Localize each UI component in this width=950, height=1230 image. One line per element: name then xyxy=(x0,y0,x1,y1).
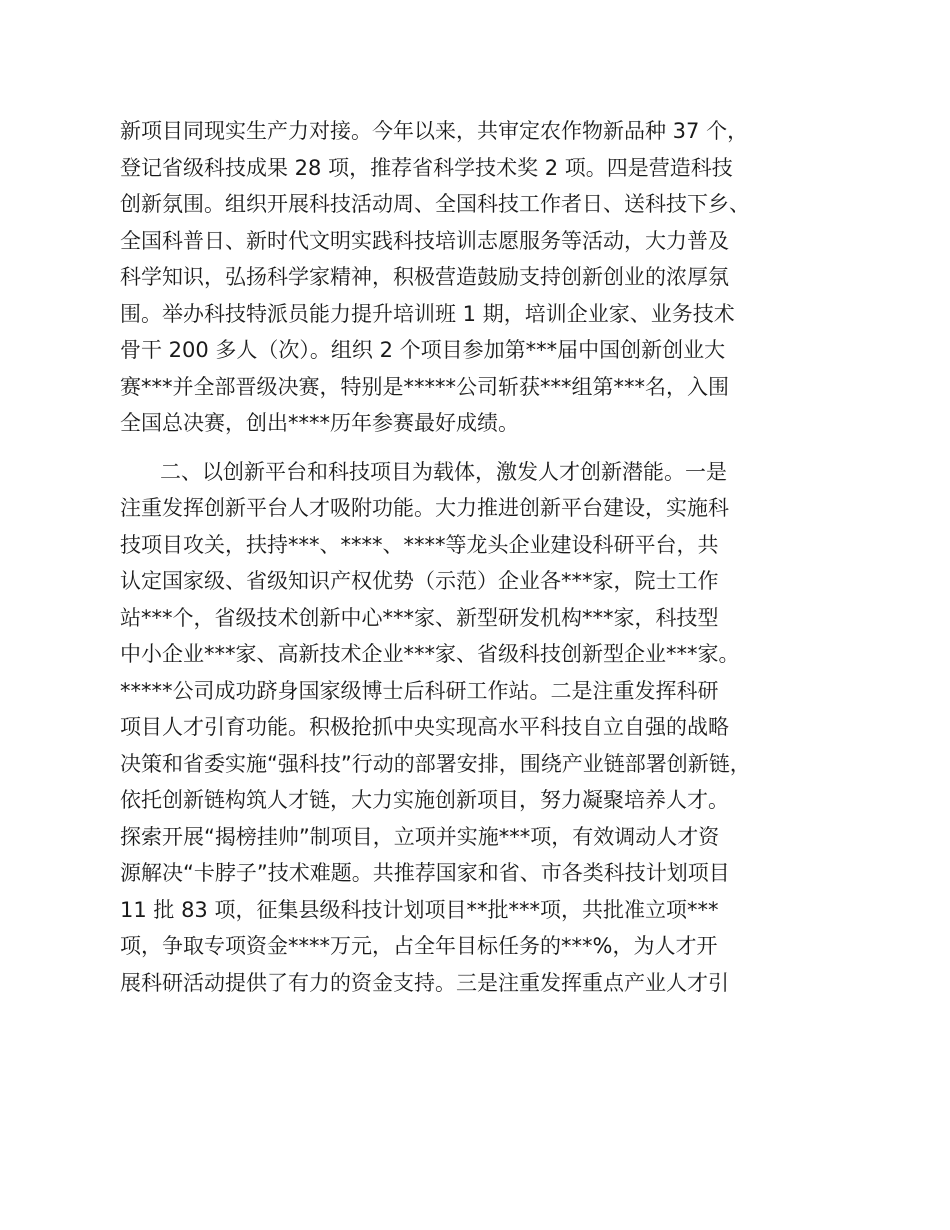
paragraph-line: 探索开展“揭榜挂帅”制项目，立项并实施***项，有效调动人才资 xyxy=(120,824,720,849)
paragraph-line: 项，争取专项资金****万元，占全年目标任务的***%，为人才开 xyxy=(120,934,718,958)
paragraph-line: 赛***并全部晋级决赛，特别是*****公司斩获***组第***名，入围 xyxy=(120,374,729,399)
paragraph-2 xyxy=(120,454,860,1002)
paragraph-line: 依托创新链构筑人才链，大力实施创新项目，努力凝聚培养人才。 xyxy=(120,788,729,812)
document-page xyxy=(120,113,860,1001)
paragraph-line: 源解决“卡脖子”技术难题。共推荐国家和省、市各类科技计划项目 xyxy=(120,861,730,885)
paragraph-line: 全国科普日、新时代文明实践科技培训志愿服务等活动，大力普及 xyxy=(120,228,729,253)
paragraph-1 xyxy=(120,113,860,442)
paragraph-line: *****公司成功跻身国家级博士后科研工作站。二是注重发挥科研 xyxy=(120,678,719,703)
paragraph-line: 注重发挥创新平台人才吸附功能。大力推进创新平台建设，实施科 xyxy=(120,496,729,520)
paragraph-spacer xyxy=(120,442,860,454)
paragraph-line: 科学知识，弘扬科学家精神，积极营造鼓励支持创新创业的浓厚氛 xyxy=(120,265,729,289)
paragraph-line: 技项目攻关，扶持***、****、****等龙头企业建设科研平台，共 xyxy=(120,532,719,557)
paragraph-line: 创新氛围。组织开展科技活动周、全国科技工作者日、送科技下乡、 xyxy=(120,192,750,216)
paragraph-line: 11 批 83 项，征集县级科技计划项目**批***项，共批准立项*** xyxy=(120,897,719,922)
paragraph-line: 认定国家级、省级知识产权优势（示范）企业各***家，院士工作 xyxy=(120,569,719,593)
paragraph-line: 展科研活动提供了有力的资金支持。三是注重发挥重点产业人才引 xyxy=(120,970,729,995)
paragraph-line-indented: 二、以创新平台和科技项目为载体，激发人才创新潜能。一是 xyxy=(160,459,727,484)
paragraph-line: 中小企业***家、高新技术企业***家、省级科技创新型企业***家。 xyxy=(120,642,740,666)
paragraph-line: 项目人才引育功能。积极抢抓中央实现高水平科技自立自强的战略 xyxy=(120,715,729,739)
paragraph-line: 骨干 200 多人（次）。组织 2 个项目参加第***届中国创新创业大 xyxy=(120,338,726,362)
paragraph-line: 全国总决赛，创出****历年参赛最好成绩。 xyxy=(120,411,519,435)
paragraph-line: 决策和省委实施“强科技”行动的部署安排，围绕产业链部署创新链， xyxy=(120,751,751,776)
paragraph-line: 站***个，省级技术创新中心***家、新型研发机构***家，科技型 xyxy=(120,605,719,630)
paragraph-line: 围。举办科技特派员能力提升培训班 1 期，培训企业家、业务技术 xyxy=(120,301,735,326)
paragraph-line: 登记省级科技成果 28 项，推荐省科学技术奖 2 项。四是营造科技 xyxy=(120,155,733,180)
paragraph-line: 新项目同现实生产力对接。今年以来，共审定农作物新品种 37 个， xyxy=(120,119,749,143)
